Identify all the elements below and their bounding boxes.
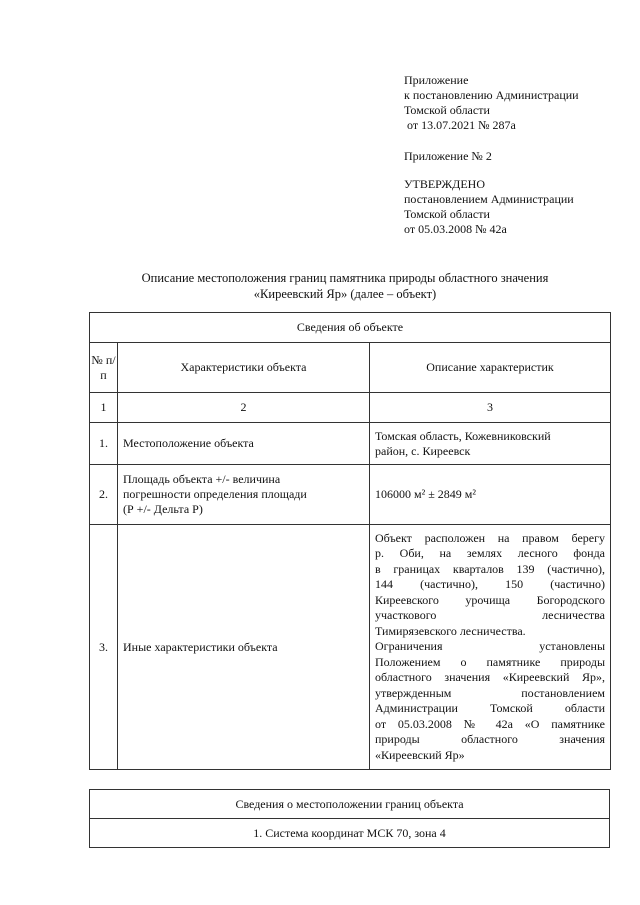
row-characteristic: [118, 465, 370, 525]
description-line: «Киреевский Яр»: [375, 747, 465, 762]
table-caption: Сведения об объекте: [90, 313, 611, 343]
description-line: 144 (частично), 150 (частично): [375, 577, 606, 592]
appendix-line: от 13.07.2021 № 287а: [404, 118, 516, 132]
document-title: [90, 270, 600, 302]
description-line: район, с. Киреевск: [375, 443, 471, 458]
header-col-characteristic: Характеристики объекта: [118, 343, 370, 393]
description-line: Киреевского урочища Богородского: [375, 592, 606, 607]
row-description: 106000 м² ± 2849 м²: [370, 465, 611, 525]
row-characteristic: Иные характеристики объекта: [118, 525, 370, 770]
description-line: Положением о памятнике природы: [375, 654, 606, 669]
description-line: природы областного значения: [375, 732, 606, 747]
table-row: [90, 525, 611, 770]
column-number: 3: [370, 393, 611, 423]
table-row: [90, 423, 611, 465]
header-col-description: Описание характеристик: [370, 343, 611, 393]
appendix-line: к постановлению Администрации: [404, 88, 579, 102]
characteristic-line: (Р +/- Дельта Р): [123, 502, 203, 516]
column-number: 2: [118, 393, 370, 423]
description-line: Ограничения установлены: [375, 639, 606, 654]
approved-line: Томской области: [404, 207, 490, 221]
approved-line: постановлением Администрации: [404, 192, 574, 206]
description-line: утвержденным постановлением: [375, 685, 606, 700]
row-number: 1.: [90, 423, 118, 465]
approval-stamp: [404, 177, 574, 237]
description-line: Администрации Томской области: [375, 701, 606, 716]
row-description: [370, 423, 611, 465]
description-line: р. Оби, на землях лесного фонда: [375, 546, 606, 561]
column-number: 1: [90, 393, 118, 423]
approved-line: УТВЕРЖДЕНО: [404, 177, 486, 191]
row-number: 2.: [90, 465, 118, 525]
title-line-1: Описание местоположения границ памятника природы областного значения: [141, 271, 549, 285]
title-line-2: «Киреевский Яр» (далее – объект): [253, 287, 437, 301]
characteristic-line: Площадь объекта +/- величина: [123, 472, 281, 486]
description-line: Томская область, Кожевниковский: [375, 428, 551, 443]
row-characteristic: Местоположение объекта: [118, 423, 370, 465]
description-line: от 05.03.2008 № 42а «О памятнике: [375, 716, 606, 731]
header-col-no: № п/п: [90, 343, 118, 393]
characteristic-line: погрешности определения площади: [123, 487, 307, 501]
description-line: участкового лесничества: [375, 608, 606, 623]
boundaries-caption: Сведения о местоположении границ объекта: [90, 790, 610, 819]
row-number: 3.: [90, 525, 118, 770]
appendix-header: [404, 73, 579, 133]
coordinate-system: 1. Система координат МСК 70, зона 4: [90, 819, 610, 848]
table-row: [90, 465, 611, 525]
approved-line: от 05.03.2008 № 42а: [404, 222, 507, 236]
description-line: в границах кварталов 139 (частично),: [375, 561, 606, 576]
boundaries-table: [89, 789, 610, 848]
description-line: Тимирязевского лесничества.: [375, 623, 526, 638]
object-info-table: [89, 312, 611, 770]
appendix-number: Приложение № 2: [404, 149, 492, 163]
row-description: [370, 525, 611, 770]
appendix-line: Томской области: [404, 103, 490, 117]
appendix-line: Приложение: [404, 73, 469, 87]
description-line: областного значения «Киреевский Яр»,: [375, 670, 606, 685]
description-line: Объект расположен на правом берегу: [375, 530, 606, 545]
